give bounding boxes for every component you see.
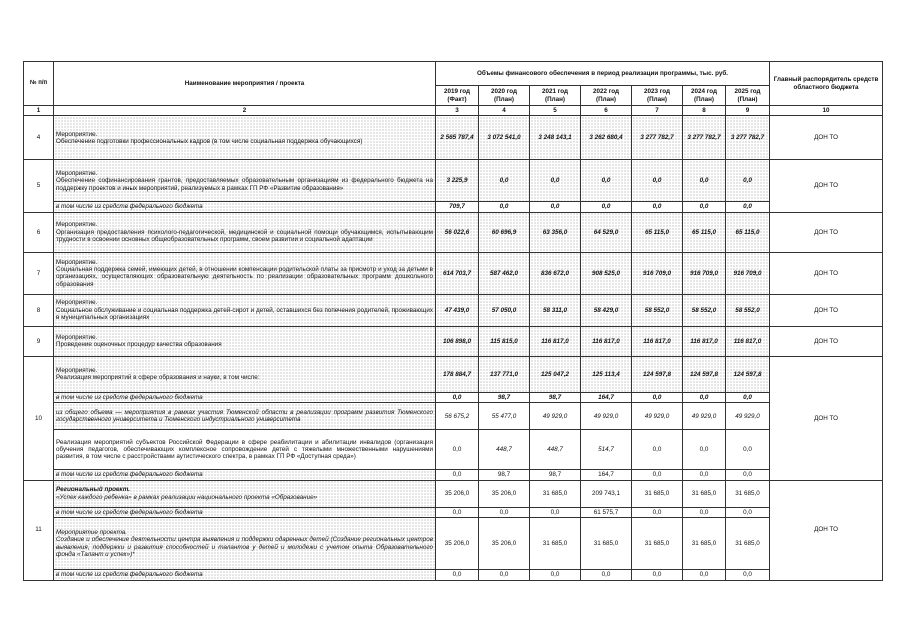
header-row-1 [24,62,883,86]
column-index: 9 [726,106,770,116]
value-cell: 98,7 [479,392,530,402]
value-cell: 2 565 787,4 [436,116,479,160]
value-cell: 124 597,8 [683,356,726,392]
value-cell: 0,0 [683,202,726,212]
row-number: 8 [24,294,54,326]
value-cell: 0,0 [436,430,479,470]
value-cell: 0,0 [436,507,479,517]
value-cell: 209 743,1 [581,480,632,507]
table-subrow [24,202,883,212]
column-index: 2 [54,106,436,116]
value-cell: 448,7 [530,430,581,470]
value-cell: 124 597,8 [726,356,770,392]
table-subrow [24,507,883,517]
value-cell: 3 277 782,7 [726,116,770,160]
value-cell: 31 685,0 [632,480,683,507]
column-index: 1 [24,106,54,116]
row-name: Мероприятие. Социальная поддержка семей, имеющих детей, в отношении компенсации родительской платы за присмотр и уход за детьми в организациях, осуществляющих образовательную деятельность по реализации образовательных программ дошкольного образования [54,252,436,294]
value-cell: 514,7 [581,430,632,470]
value-cell: 0,0 [726,202,770,212]
value-cell: 916 709,0 [632,252,683,294]
row-subname: в том числе из средств федерального бюджета [54,470,436,480]
value-cell: 916 709,0 [726,252,770,294]
value-cell: 137 771,0 [479,356,530,392]
value-cell: 49 929,0 [726,403,770,430]
table-row [24,252,883,294]
table-row [24,294,883,326]
value-cell: 58 311,0 [530,294,581,326]
value-cell: 58 552,0 [632,294,683,326]
value-cell: 64 529,0 [581,212,632,252]
value-cell: 709,7 [436,202,479,212]
table-row [24,480,883,507]
value-cell: 448,7 [479,430,530,470]
value-cell: 0,0 [632,430,683,470]
header-year: 2024 год (План) [683,86,726,106]
value-cell: 0,0 [726,470,770,480]
header-volumes: Объемы финансового обеспечения в период реализации программы, тыс. руб. [436,62,770,86]
value-cell: 164,7 [581,470,632,480]
value-cell: 49 929,0 [632,403,683,430]
table-subrow [24,430,883,470]
row-name: Мероприятие. Обеспечение софинансирования грантов, предоставляемых образовательным организациям из федерального бюджета на поддержку проектов и иных мероприятий, реализуемых в рамках ГП РФ «Развитие образования» [54,160,436,202]
value-cell: 0,0 [632,570,683,580]
value-cell: 49 929,0 [530,403,581,430]
header-name: Наименование мероприятия / проекта [54,62,436,106]
value-cell: 0,0 [726,570,770,580]
value-cell: 31 685,0 [726,480,770,507]
value-cell: 0,0 [683,570,726,580]
holder-cell: ДОН ТО [770,356,883,480]
header-holder: Главный распорядитель средств областного бюджета [770,62,883,106]
value-cell: 0,0 [479,160,530,202]
row-number: 9 [24,326,54,356]
row-subname: Мероприятие проекта. Создание и обеспечение деятельности центра выявления и поддержки одаренных детей (Создание региональных центров выявления, поддержки и развития способностей и талантов у детей и молодежи с учетом опыта Образовательного фонда «Талант и успех»)* [54,518,436,570]
header-year: 2020 год (План) [479,86,530,106]
value-cell: 614 703,7 [436,252,479,294]
value-cell: 0,0 [683,430,726,470]
row-subname: в том числе из средств федерального бюджета [54,392,436,402]
row-name: Мероприятие. Обеспечение подготовки профессиональных кадров (в том числе социальная поддержка обучающихся) [54,116,436,160]
value-cell: 0,0 [581,202,632,212]
value-cell: 35 206,0 [436,518,479,570]
row-subname: в том числе из средств федерального бюджета [54,570,436,580]
header-year: 2025 год (План) [726,86,770,106]
value-cell: 0,0 [726,430,770,470]
value-cell: 116 817,0 [726,326,770,356]
value-cell: 116 817,0 [632,326,683,356]
column-index: 7 [632,106,683,116]
value-cell: 58 552,0 [726,294,770,326]
row-number: 6 [24,212,54,252]
value-cell: 116 817,0 [581,326,632,356]
value-cell: 56 675,2 [436,403,479,430]
value-cell: 0,0 [479,507,530,517]
table-subrow [24,392,883,402]
header-year: 2019 год (Факт) [436,86,479,106]
row-subname: в том числе из средств федерального бюджета [54,507,436,517]
value-cell: 125 047,2 [530,356,581,392]
header-year: 2022 год (План) [581,86,632,106]
table-row [24,212,883,252]
value-cell: 0,0 [632,507,683,517]
value-cell: 58 429,0 [581,294,632,326]
row-name: Мероприятие. Организация предоставления психолого-педагогической, медицинской и социальной помощи обучающимся, испытывающим трудности в освоении основных общеобразовательных программ, своем развитии и социальной адаптации [54,212,436,252]
column-index: 5 [530,106,581,116]
value-cell: 0,0 [683,160,726,202]
value-cell: 35 206,0 [479,518,530,570]
value-cell: 98,7 [479,470,530,480]
value-cell: 65 115,0 [683,212,726,252]
project-title: Региональный проект. [56,486,130,494]
row-number: 10 [24,356,54,480]
value-cell: 49 929,0 [581,403,632,430]
value-cell: 31 685,0 [683,480,726,507]
table-row [24,356,883,392]
value-cell: 0,0 [530,570,581,580]
column-index: 10 [770,106,883,116]
row-subname: из общего объема — мероприятия в рамках участия Тюменской области в реализации программ развития Тюменского государственного университета и Тюменского индустриального университета [54,403,436,430]
row-number: 11 [24,480,54,580]
table-subrow [24,570,883,580]
value-cell: 0,0 [581,160,632,202]
value-cell: 587 462,0 [479,252,530,294]
row-name: Мероприятие. Социальное обслуживание и социальная поддержка детей-сирот и детей, оставшихся без попечения родителей, проживающих в муниципальных организациях [54,294,436,326]
value-cell: 3 277 782,7 [683,116,726,160]
holder-cell: ДОН ТО [770,480,883,580]
table-subrow [24,403,883,430]
value-cell: 0,0 [479,202,530,212]
holder-cell: ДОН ТО [770,326,883,356]
value-cell: 61 575,7 [581,507,632,517]
value-cell: 0,0 [436,392,479,402]
value-cell: 115 815,0 [479,326,530,356]
value-cell: 106 898,0 [436,326,479,356]
value-cell: 35 206,0 [479,480,530,507]
holder-cell: ДОН ТО [770,252,883,294]
value-cell: 98,7 [530,392,581,402]
table-row [24,116,883,160]
value-cell: 0,0 [479,570,530,580]
row-number: 7 [24,252,54,294]
value-cell: 55 477,0 [479,403,530,430]
value-cell: 164,7 [581,392,632,402]
value-cell: 3 225,9 [436,160,479,202]
value-cell: 57 050,0 [479,294,530,326]
holder-cell: ДОН ТО [770,294,883,326]
row-name: Мероприятие. Реализация мероприятий в сфере образования и науки, в том числе: [54,356,436,392]
value-cell: 58 552,0 [683,294,726,326]
value-cell: 0,0 [632,392,683,402]
value-cell: 31 685,0 [726,518,770,570]
column-index: 3 [436,106,479,116]
row-subname: Реализация мероприятий субъектов Российской Федерации в сфере реабилитации и абилитации инвалидов (организация обучения педагогов, обеспечивающих комплексное сопровождение детей с тяжелыми множественными нарушениями развития, в том числе с расстройствами аутистического спектра, в рамках ГП РФ «Доступная среда») [54,430,436,470]
financing-table [23,61,883,581]
header-year: 2021 год (План) [530,86,581,106]
value-cell: 116 817,0 [530,326,581,356]
holder-cell: ДОН ТО [770,116,883,160]
column-index: 4 [479,106,530,116]
value-cell: 908 525,0 [581,252,632,294]
value-cell: 0,0 [436,470,479,480]
value-cell: 0,0 [530,160,581,202]
row-name [54,480,436,507]
value-cell: 0,0 [530,202,581,212]
table-subrow [24,470,883,480]
value-cell: 35 206,0 [436,480,479,507]
header-year: 2023 год (План) [632,86,683,106]
value-cell: 65 115,0 [726,212,770,252]
value-cell: 3 277 782,7 [632,116,683,160]
table-row [24,160,883,202]
holder-cell: ДОН ТО [770,160,883,212]
value-cell: 116 817,0 [683,326,726,356]
column-index: 8 [683,106,726,116]
project-name: «Успех каждого ребенка» в рамках реализации национального проекта «Образование» [56,493,318,501]
row-number: 4 [24,116,54,160]
row-subname: в том числе из средств федерального бюджета [54,202,436,212]
value-cell: 0,0 [530,507,581,517]
value-cell: 178 884,7 [436,356,479,392]
value-cell: 0,0 [683,470,726,480]
value-cell: 31 685,0 [530,480,581,507]
value-cell: 0,0 [726,392,770,402]
table-row [24,326,883,356]
value-cell: 3 072 541,0 [479,116,530,160]
holder-cell: ДОН ТО [770,212,883,252]
value-cell: 0,0 [683,392,726,402]
value-cell: 98,7 [530,470,581,480]
value-cell: 0,0 [632,470,683,480]
value-cell: 49 929,0 [683,403,726,430]
value-cell: 31 685,0 [632,518,683,570]
value-cell: 0,0 [726,507,770,517]
value-cell: 0,0 [726,160,770,202]
column-index-row [24,106,883,116]
value-cell: 836 672,0 [530,252,581,294]
value-cell: 3 248 143,1 [530,116,581,160]
value-cell: 0,0 [436,570,479,580]
value-cell: 65 115,0 [632,212,683,252]
value-cell: 0,0 [632,202,683,212]
table-subrow [24,518,883,570]
value-cell: 916 709,0 [683,252,726,294]
column-index: 6 [581,106,632,116]
value-cell: 0,0 [632,160,683,202]
value-cell: 124 597,8 [632,356,683,392]
value-cell: 125 113,4 [581,356,632,392]
row-number: 5 [24,160,54,212]
value-cell: 31 685,0 [581,518,632,570]
header-num: № п/п [24,62,54,106]
value-cell: 0,0 [581,570,632,580]
value-cell: 63 356,0 [530,212,581,252]
value-cell: 56 022,6 [436,212,479,252]
value-cell: 47 439,0 [436,294,479,326]
value-cell: 3 262 680,4 [581,116,632,160]
value-cell: 60 696,9 [479,212,530,252]
value-cell: 31 685,0 [530,518,581,570]
row-name: Мероприятие. Проведение оценочных процедур качества образования [54,326,436,356]
value-cell: 0,0 [683,507,726,517]
value-cell: 31 685,0 [683,518,726,570]
